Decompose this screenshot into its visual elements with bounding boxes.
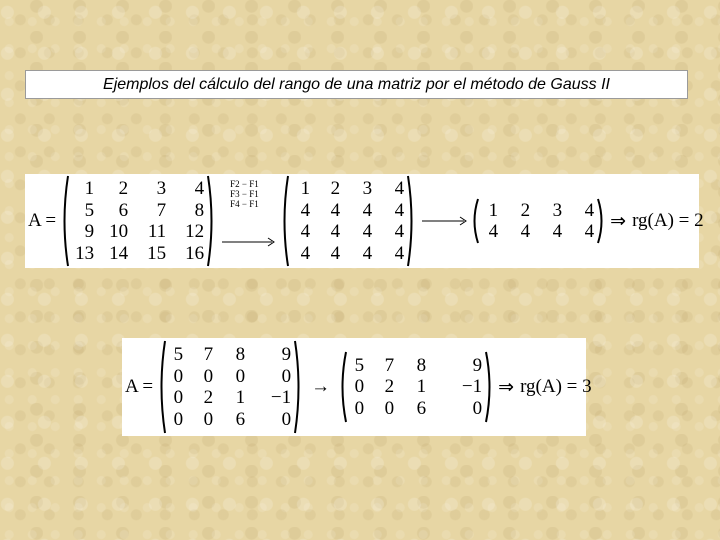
matrix-cell: 4 bbox=[520, 221, 531, 242]
matrix-cell: 0 bbox=[281, 365, 292, 387]
matrix-cell: 4 bbox=[584, 199, 595, 221]
matrix-cell: 15 bbox=[147, 242, 167, 264]
matrix-cell: 7 bbox=[203, 344, 214, 365]
matrix-cell: 0 bbox=[354, 397, 365, 419]
matrix-cell: 2 bbox=[520, 199, 531, 221]
right-paren-icon bbox=[596, 198, 606, 244]
matrix-cell: 1 bbox=[300, 178, 311, 199]
implies-icon: ⇒ bbox=[498, 376, 515, 398]
implies-icon: ⇒ bbox=[610, 210, 627, 232]
matrix-cell: 4 bbox=[330, 199, 341, 221]
matrix-2x4-final bbox=[470, 198, 606, 244]
matrix-4x4-reduced bbox=[280, 175, 416, 267]
matrix-cell: 4 bbox=[300, 199, 311, 221]
matrix-cell: 6 bbox=[235, 408, 246, 430]
matrix-cell: 4 bbox=[300, 242, 311, 264]
matrix-cell: 5 bbox=[173, 344, 184, 365]
matrix-cell: 12 bbox=[185, 221, 205, 242]
matrix-cell: 8 bbox=[194, 199, 205, 221]
matrix-cell: 9 bbox=[84, 221, 95, 242]
matrix-cell: 7 bbox=[384, 354, 395, 376]
matrix-4x4-original bbox=[157, 340, 303, 434]
matrix-cell: 3 bbox=[552, 199, 563, 221]
matrix-cell: 4 bbox=[394, 178, 405, 199]
left-paren-icon bbox=[470, 198, 480, 244]
matrix-3x4-reduced bbox=[338, 351, 494, 423]
matrix-cell: 8 bbox=[235, 344, 246, 365]
slide-title: Ejemplos del cálculo del rango de una matriz por el método de Gauss II bbox=[25, 70, 688, 99]
matrix-cell: 0 bbox=[173, 387, 184, 408]
matrix-cell: 0 bbox=[354, 376, 365, 398]
matrix-cell: 4 bbox=[552, 221, 563, 242]
row-op-1: F2 − F1 bbox=[230, 179, 259, 189]
matrix-cell: 0 bbox=[173, 365, 184, 387]
matrix-cell: 4 bbox=[362, 199, 373, 221]
matrix-cell: 4 bbox=[362, 221, 373, 242]
matrix-cell: 0 bbox=[173, 408, 184, 430]
matrix-cell: 7 bbox=[156, 199, 167, 221]
left-paren-icon bbox=[338, 351, 348, 423]
arrow-right-icon bbox=[222, 236, 278, 248]
left-paren-icon bbox=[60, 175, 70, 267]
matrix-cell: 4 bbox=[394, 221, 405, 242]
matrix-cell: 4 bbox=[362, 242, 373, 264]
matrix-cell: 0 bbox=[384, 397, 395, 419]
matrix-cell: 3 bbox=[156, 178, 167, 199]
matrix-cell: 2 bbox=[203, 387, 214, 408]
right-paren-icon bbox=[293, 340, 303, 434]
matrix-cell: 1 bbox=[84, 178, 95, 199]
matrix-cell: 9 bbox=[281, 344, 292, 365]
right-paren-icon bbox=[206, 175, 216, 267]
right-paren-icon bbox=[406, 175, 416, 267]
matrix-cell: 6 bbox=[118, 199, 129, 221]
matrix-cell: 2 bbox=[118, 178, 129, 199]
matrix-cell: 0 bbox=[203, 408, 214, 430]
row-op-2: F3 − F1 bbox=[230, 189, 259, 199]
rank-result: rg(A) = 3 bbox=[520, 376, 592, 397]
matrix-cell: 4 bbox=[300, 221, 311, 242]
matrix-cell: 0 bbox=[203, 365, 214, 387]
matrix-cell: 16 bbox=[185, 242, 205, 264]
matrix-cell: −1 bbox=[461, 376, 483, 398]
matrix-cell: 10 bbox=[109, 221, 129, 242]
matrix-cell: 8 bbox=[416, 354, 427, 376]
example-2-panel bbox=[122, 338, 592, 436]
matrix-cell: 4 bbox=[394, 199, 405, 221]
row-op-3: F4 − F1 bbox=[230, 199, 259, 209]
matrix-cell: 4 bbox=[330, 221, 341, 242]
left-paren-icon bbox=[157, 340, 167, 434]
matrix-cell: 4 bbox=[394, 242, 405, 264]
matrix-cell: 11 bbox=[147, 221, 167, 242]
matrix-cell: 5 bbox=[84, 199, 95, 221]
matrix-cell: 9 bbox=[472, 354, 483, 376]
matrix-cell: 2 bbox=[330, 178, 341, 199]
matrix-a-label: A = bbox=[28, 210, 57, 231]
example-1-panel bbox=[25, 174, 704, 268]
matrix-cell: 1 bbox=[416, 376, 427, 398]
rank-result: rg(A) = 2 bbox=[632, 210, 704, 231]
matrix-cell: −1 bbox=[270, 387, 292, 408]
right-paren-icon bbox=[484, 351, 494, 423]
matrix-cell: 0 bbox=[281, 408, 292, 430]
matrix-4x4-original bbox=[60, 175, 216, 267]
matrix-cell: 3 bbox=[362, 178, 373, 199]
matrix-cell: 0 bbox=[235, 365, 246, 387]
matrix-a-label: A = bbox=[125, 376, 154, 397]
matrix-cell: 14 bbox=[109, 242, 129, 264]
row-operations-arrow bbox=[220, 175, 280, 267]
matrix-cell: 1 bbox=[488, 199, 499, 221]
matrix-cell: 1 bbox=[235, 387, 246, 408]
matrix-cell: 6 bbox=[416, 397, 427, 419]
matrix-cell: 5 bbox=[354, 354, 365, 376]
matrix-cell: 13 bbox=[75, 242, 95, 264]
matrix-cell: 2 bbox=[384, 376, 395, 398]
arrow-right-icon bbox=[422, 215, 470, 227]
matrix-cell: 4 bbox=[488, 221, 499, 242]
arrow-right-icon: → bbox=[311, 376, 331, 397]
matrix-cell: 4 bbox=[194, 178, 205, 199]
matrix-cell: 0 bbox=[472, 397, 483, 419]
left-paren-icon bbox=[280, 175, 290, 267]
matrix-cell: 4 bbox=[330, 242, 341, 264]
matrix-cell: 4 bbox=[584, 221, 595, 242]
